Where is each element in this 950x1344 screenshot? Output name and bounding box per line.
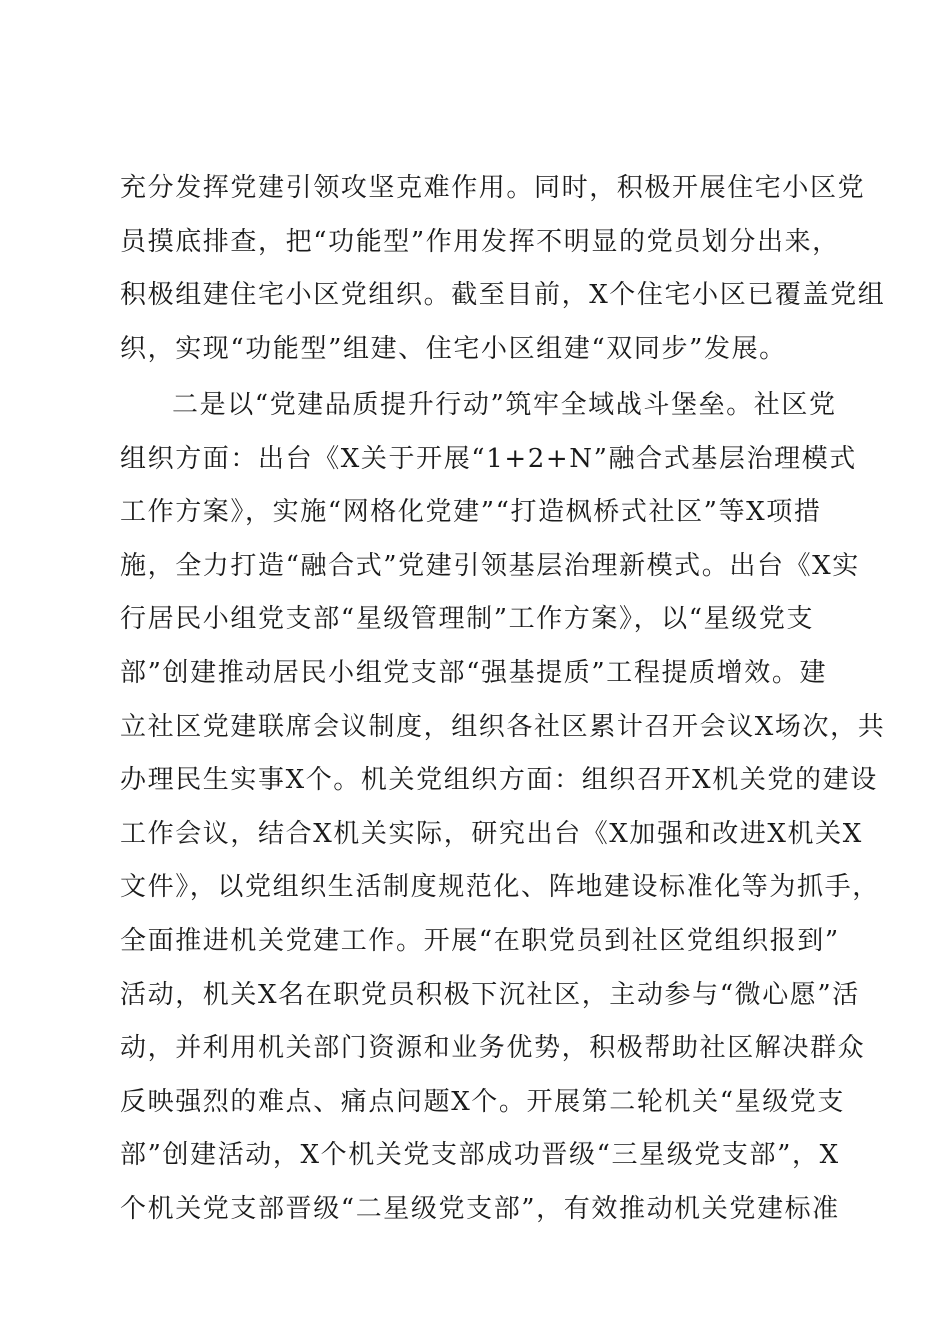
paragraph-2-line: 反映强烈的难点、痛点问题X个。开展第二轮机关“星级党支 [120, 1086, 846, 1117]
paragraph-2-line: 施，全力打造“融合式”党建引领基层治理新模式。出台《X实 [120, 550, 860, 581]
paragraph-1 [120, 162, 886, 376]
paragraph-2-line: 工作会议，结合X机关实际，研究出台《X加强和改进X机关X [120, 818, 863, 849]
paragraph-2-line: 部”创建推动居民小组党支部“强基提质”工程提质增效。建 [120, 657, 828, 688]
paragraph-2-line: 工作方案》，实施“网格化党建”“打造枫桥式社区”等X项措 [120, 497, 822, 528]
paragraph-2-line: 活动，机关X名在职党员积极下沉社区，主动参与“微心愿”活 [120, 979, 860, 1010]
paragraph-2-line: 文件》，以党组织生活制度规范化、阵地建设标准化等为抓手， [120, 872, 880, 903]
paragraph-2-line: 组织方面：出台《X关于开展“1+2+N”融合式基层治理模式 [120, 443, 857, 474]
paragraph-2-line: 办理民生实事X个。机关党组织方面：组织召开X机关党的建设 [120, 765, 878, 796]
paragraph-2-line: 部”创建活动，X个机关党支部成功晋级“三星级党支部”，X [120, 1140, 840, 1171]
paragraph-2-line: 全面推进机关党建工作。开展“在职党员到社区党组织报到” [120, 925, 840, 956]
paragraph-1-line: 员摸底排查，把“功能型”作用发挥不明显的党员划分出来， [120, 226, 840, 257]
paragraph-1-line: 织，实现“功能型”组建、住宅小区组建“双同步”发展。 [120, 333, 787, 364]
paragraph-2 [120, 379, 886, 1237]
paragraph-2-line: 行居民小组党支部“星级管理制”工作方案》，以“星级党支 [120, 604, 815, 635]
paragraph-1-line: 积极组建住宅小区党组织。截至目前，X个住宅小区已覆盖党组 [120, 280, 886, 311]
paragraph-2-line: 立社区党建联席会议制度，组织各社区累计召开会议X场次，共 [120, 711, 886, 742]
paragraph-1-line: 充分发挥党建引领攻坚克难作用。同时，积极开展住宅小区党 [120, 173, 866, 203]
paragraph-2-line: 个机关党支部晋级“二星级党支部”，有效推动机关党建标准 [120, 1193, 840, 1224]
paragraph-2-line: 动，并利用机关部门资源和业务优势，积极帮助社区解决群众 [120, 1033, 866, 1064]
paragraph-2-line: 二是以“党建品质提升行动”筑牢全域战斗堡垒。社区党 [172, 390, 837, 420]
